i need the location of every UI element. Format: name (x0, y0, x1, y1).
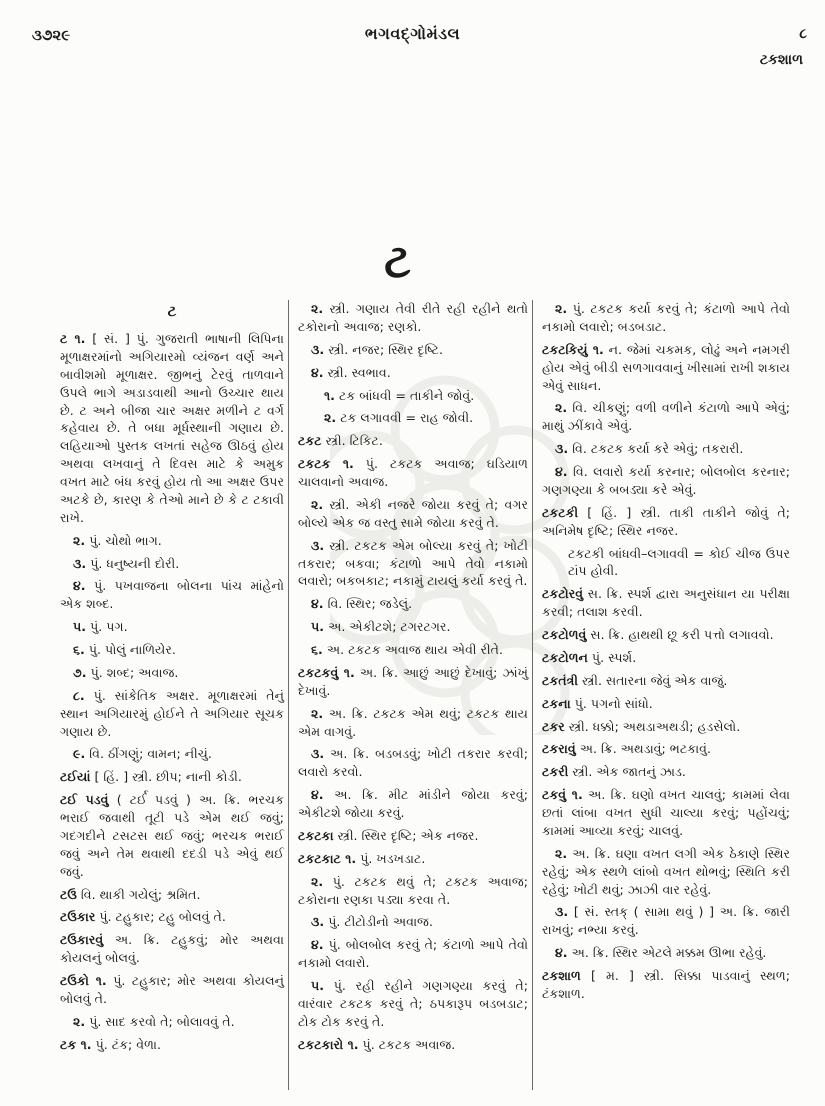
sense-line (298, 745, 528, 781)
headword: ટઉ (60, 886, 77, 902)
definition-text: પું. પખવાજના બોલના પાંચ માંહેનો એક શબ્દ. (60, 578, 284, 612)
dictionary-entry (298, 827, 528, 845)
sense-line (542, 944, 790, 962)
definition-text: સ્ત્રી. સતારના જેવું એક વાજું. (581, 672, 728, 688)
headword: ટકટકિયું ૧. (542, 341, 604, 357)
headword: ટકટકવું ૧. (298, 664, 355, 680)
dictionary-entry (542, 649, 790, 667)
sense-number: ૨. (311, 496, 324, 512)
dictionary-entry (542, 695, 790, 713)
headword: ટકરાવું (542, 741, 576, 757)
definition-text: [ હિં. ] સ્ત્રી. છીપ; નાની કોડી. (94, 769, 242, 785)
sense-number: ૪. (73, 578, 86, 594)
sense-line (298, 977, 528, 1031)
definition-text: વિ. થાકી ગયેલું; શ્રમિત. (80, 886, 201, 902)
sense-line (298, 618, 528, 636)
headword: ટકતંત્રી (542, 672, 578, 688)
definition-text: સ. ક્રિ. સ્પર્શ દ્વારા અનુસંધાન યા પરીક્ષા કરવી; તલાશ કરવી. (542, 586, 790, 620)
headword: ટકના (542, 695, 571, 711)
headword: ટકટકારો ૧. (298, 1036, 359, 1052)
sense-number: ૬. (311, 642, 323, 657)
dictionary-entry (298, 664, 528, 700)
dictionary-entry (298, 455, 528, 491)
definition-text: અ. ક્રિ. સ્થિર એટલે મક્કમ ઊભા રહેવું. (571, 945, 767, 961)
sense-line (542, 399, 790, 435)
headword: ટકટકા (298, 827, 334, 843)
definition-text: ( ટર્ઈ પડવું ) અ. ક્રિ. ભરચક ભરાઈ જવાથી તૂટી પડે એમ થઈ જવું; ગદગદીને ટસટસ થઈ જવું; ભરચક ભરાઈ જવું અને તેમ થવાથી દદડી પડે એવું થઈ જવું. (60, 792, 284, 879)
dictionary-entry (60, 791, 284, 880)
headword: ટકટકી (542, 504, 579, 520)
definition-text: પું. રહી રહીને ગણગણ્યા કરવું તે; વારંવાર ટકટક કરવું તે; ઠપકારૂપ બડબડાટ; ટોક ટોક કરવું તે. (298, 978, 528, 1029)
sense-number: ૪. (555, 464, 568, 479)
dictionary-entry (542, 718, 790, 736)
idiom-line (324, 409, 528, 427)
definition-text: પું. ચોથો ભાગ. (89, 532, 162, 548)
definition-text: અ. ક્રિ. બડબડવું; ખોટી તકરાર કરવી; લવારો કરવો. (298, 746, 528, 780)
sense-line (60, 555, 284, 573)
definition-text: ન. જેમાં ચકમક, લોઢું અને નમગરી હોય એવું બીડી સળગાવવાનું ખીસામાં રાખી શકાય એવું સાધન. (542, 341, 790, 393)
sense-line (60, 1013, 284, 1031)
definition-text: ટકટકી બાંધવી–લગાવવી = કોઈ ચીજ ઉપર ટાંપ હોવી. (568, 545, 790, 579)
dictionary-entry (542, 786, 790, 840)
sense-number: ૫. (311, 619, 325, 635)
definition-text: અ. એકીટશે; ટગરટગર. (328, 619, 451, 635)
dictionary-entry (298, 432, 528, 450)
definition-text: સ્ત્રી. ટિકિટ. (325, 433, 383, 449)
definition-text: વિ. ચીકણું; વળી વળીને કંટાળો આપે એવું; માથું ઝીંકાવે એવું. (542, 400, 790, 434)
definition-text: પું. સાદ કરવો તે; બોલાવવું તે. (89, 1013, 235, 1029)
dictionary-entry (542, 341, 790, 395)
dictionary-entry (542, 672, 790, 690)
sense-line (298, 496, 528, 532)
dictionary-entry (542, 626, 790, 644)
sense-number: ૨. (555, 301, 568, 316)
sense-number: ૨. (311, 873, 324, 889)
headword: ટઈયાં (60, 769, 91, 785)
definition-text: પું. ટકટક કર્યા કરવું તે; કંટાળો આપે તેવો નકામો લવારો; બડબડાટ. (542, 301, 790, 334)
sense-number: ૪. (555, 945, 568, 961)
definition-text: પું. સ્પર્શ. (591, 649, 637, 665)
definition-text: સ્ત્રી. ધક્કો; અથડાઅથડી; હડસેલો. (568, 718, 741, 734)
guide-word: ટકશાળ (759, 52, 803, 68)
dictionary-entry (542, 740, 790, 758)
headword: ટકટ (298, 433, 322, 449)
sense-line (542, 440, 790, 458)
sense-line (298, 364, 528, 382)
headword: ટ ૧. (60, 331, 86, 346)
definition-text: સ્ત્રી. એકી નજરે જોયા કરવું તે; વગર બોલ્યે એક જ વસ્તુ સામે જોયા કરવું તે. (298, 496, 528, 530)
dictionary-entry (542, 585, 790, 621)
definition-text: પું. શબ્દ; અવાજ. (90, 664, 179, 680)
definition-text: અ. ક્રિ. અથડાવું; ભટકાવું. (579, 741, 711, 757)
headword: ટકટકાટ ૧. (298, 850, 357, 866)
headword: ટકર (542, 718, 565, 734)
sense-line (298, 913, 528, 931)
definition-text: પું. ખડખડાટ. (360, 850, 426, 866)
sense-number: ૬. (73, 642, 85, 657)
sense-number: ૫. (311, 978, 325, 993)
definition-text: પું. ટહુકાર; ટહુ બોલવું તે. (99, 909, 226, 925)
definition-text: અ. ક્રિ. ઘણો વખત ચાલવું; કામમાં લેવા છતાં લાંબા વખત સુધી ચાલ્યા કરવું; પહોંચવું; કામમાં આવ્યા કરવું; ચાલવું. (542, 787, 790, 838)
definition-text: ટક લગાવવી = રાહ જોવી. (340, 410, 474, 426)
sense-number: ૨. (311, 301, 324, 316)
dictionary-entry (298, 850, 528, 868)
sense-number: ૨. (73, 1013, 86, 1029)
column-3 (532, 300, 794, 1090)
dictionary-entry (60, 886, 284, 904)
dictionary-entry (60, 972, 284, 1008)
sense-number: ૮. (73, 687, 85, 703)
idiom-line (568, 545, 790, 581)
sense-number: ૩. (555, 904, 569, 920)
headword: ટઈ પડવું (60, 792, 109, 808)
sense-line (60, 577, 284, 613)
sense-number: ૯. (73, 746, 86, 762)
sense-line (298, 641, 528, 659)
definition-text: પું. ટકટક થવું તે; ટકટક અવાજ; ટકોરાના રણકા પડ્યા કરવા તે. (298, 873, 528, 907)
definition-text: સ્ત્રી. એક જાતનું ઝાડ. (572, 764, 686, 780)
page-header (0, 0, 825, 80)
definition-text: પું. ટકટક અવાજ. (362, 1036, 456, 1052)
definition-text: પું. ટંક; વેળા. (95, 1036, 161, 1052)
dictionary-entry (60, 908, 284, 926)
column-1 (60, 300, 288, 1090)
sense-line (298, 705, 528, 741)
definition-text: અ. ક્રિ. ટહુકવું; મોર અથવા કોયલનું બોલવું. (60, 932, 284, 966)
headword: ટકવું ૧. (542, 787, 583, 803)
definition-text: સ્ત્રી. સ્થિર દૃષ્ટિ; એક નજર. (337, 827, 479, 843)
definition-text: વિ. ઠીંગણું; વામન; નીચું. (89, 746, 212, 762)
definition-text: પું. ધનુષ્યની દોરી. (90, 555, 180, 571)
definition-text: પું. પગનો સાંધો. (574, 695, 653, 711)
definition-text: સ્ત્રી. ગણાય તેવી રીતે રહી રહીને થતો ટકોરાનો અવાજ; રણકો. (298, 301, 528, 334)
sense-number: ૫. (73, 619, 87, 635)
sense-number: ૩. (555, 441, 569, 457)
definition-text: પું. ટીટોડીનો અવાજ. (328, 914, 433, 930)
definition-text: સ્ત્રી. ટકટક એમ બોલ્યા કરવું તે; ખોટી તકરાર; બકવા; કંટાળો આપે તેવો નકામો લવારો; બકબકાટ; નકામું ટાયલું કર્યા કરવું તે. (298, 537, 528, 589)
headword: ટઉકો ૧. (60, 973, 107, 988)
sense-number: ૩. (73, 555, 87, 571)
definition-text: [ હિં. ] સ્ત્રી. તાકી તાકીને જોવું તે; અનિમેષ દૃષ્ટિ; સ્થિર નજર. (542, 504, 790, 538)
sense-line (298, 341, 528, 359)
sense-line (298, 595, 528, 613)
dictionary-entry (60, 1036, 284, 1054)
definition-text: અ. ક્રિ. આછું આછું દેખાવું; ઝાંખું દેખાવું. (298, 664, 528, 698)
definition-text: સ્ત્રી. સ્વભાવ. (327, 364, 391, 380)
dictionary-entry (542, 763, 790, 781)
definition-text: [ સં. ] પું. ગુજરાતી ભાષાની લિપિના મૂળાક્ષરમાંનો અગિયારમો વ્યંજન વર્ણ અને બાવીશમો મૂળાક્ષર. જીભનું ટેરવું તાળવાને ઉપલે ભાગે અડાડવાથી આનો ઉચ્ચાર થાય છે. ટ અને બીજા ચાર અક્ષર મળીને ટ વર્ગ કહેવાય છે. તે બધા મૂર્ધસ્થાની ગણાય છે. લહિયાઓ પુસ્તક લખતાં સહેજ ઊઠવું હોય અથવા લખવાનું તે દિવસ માટે કે અમુક વખત માટે બંધ કરવું હોય તો આ અક્ષર ઉપર અટકે છે, કારણ કે તેઓ માને છે કે ટ ટકાવી રાખે. (60, 331, 284, 525)
headword: ટકટોળન (542, 649, 588, 665)
sense-number: ૪. (311, 937, 324, 953)
sense-line (542, 903, 790, 939)
sense-number: ૪. (311, 596, 324, 612)
headword: ટઉકારવું (60, 932, 104, 948)
sense-line (60, 664, 284, 682)
dictionary-entry (60, 768, 284, 786)
headword: ટક ૧. (60, 1036, 92, 1052)
sense-number: ૭. (73, 664, 87, 680)
sense-number: ૧. (324, 387, 335, 403)
sense-number: ૩. (311, 341, 325, 357)
headword: ટકરી (542, 764, 569, 780)
definition-text: પું. પગ. (90, 619, 128, 635)
sense-line (60, 745, 284, 763)
definition-text: [ મ. ] સ્ત્રી. સિક્કા પાડવાનું સ્થળ; ટંકશાળ. (542, 968, 790, 1001)
dictionary-entry (60, 330, 284, 527)
definition-text: અ. ક્રિ. ટકટક એમ થવું; ટકટક થાય એમ વાગવું. (298, 705, 528, 739)
sense-line (60, 687, 284, 741)
sense-line (298, 300, 528, 336)
dictionary-entry (298, 1036, 528, 1054)
headword: ટકશાળ (542, 968, 581, 983)
definition-text: વિ. લવારો કર્યા કરનાર; બોલબોલ કરનાર; ગણગણ્યા કે બબડ્યા કરે એવું. (542, 464, 790, 497)
dictionary-entry (542, 967, 790, 1003)
sense-number: ૨. (311, 705, 324, 721)
sense-line (298, 537, 528, 591)
definition-text: પું. ટહુકાર; મોર અથવા કોયલનું બોલવું તે. (60, 973, 284, 1006)
dictionary-entry (542, 504, 790, 540)
sense-number: ૪. (311, 364, 324, 380)
headword: ટકટક ૧. (298, 456, 354, 472)
book-title: ભગવદ્ગોમંડલ (364, 24, 461, 43)
sense-line (60, 641, 284, 659)
definition-text: ટક બાંધવી = તાકીને જોવું. (338, 387, 475, 403)
definition-text: પું. ટકટક અવાજ; ઘડિયાળ ચાલવાનો અવાજ. (298, 456, 528, 489)
sense-line (298, 873, 528, 909)
page-number: ૩૭૨૯ (32, 26, 71, 44)
definition-text: પું. બોલબોલ કરવું તે; કંટાળો આપે તેવો નકામો લવારો. (298, 937, 528, 971)
sense-line (542, 845, 790, 899)
sense-line (60, 618, 284, 636)
column-2 (288, 300, 532, 1090)
sense-line (542, 463, 790, 499)
sense-number: ૩. (311, 746, 325, 762)
definition-text: વિ. ટકટક કર્યા કરે એવું; તકરારી. (572, 441, 744, 457)
sense-number: ૨. (555, 845, 568, 861)
sense-line (60, 532, 284, 550)
definition-text: [ સં. સ્તક્ ( સામા થવું ) ] અ. ક્રિ. જારી રાખવું; નભ્યા કરવું. (542, 904, 790, 938)
headword: ટકટોળવું (542, 627, 587, 642)
sense-number: ૩. (311, 914, 325, 930)
definition-text: વિ. સ્થિર; જડેલું. (327, 596, 413, 612)
sense-number: ૨. (73, 532, 86, 548)
definition-text: અ. ક્રિ. મીટ માંડીને જોયા કરવું; એકીટશે જોયા કરવું. (298, 787, 528, 820)
dictionary-entry (60, 931, 284, 967)
sense-number: ૨. (555, 400, 568, 416)
definition-text: અ. ટકટક અવાજ થાય એવી રીતે. (326, 642, 503, 657)
sense-number: ૪. (311, 787, 324, 803)
definition-text: સ. ક્રિ. હાથથી છૂ કરી પત્તો લગાવવો. (590, 627, 774, 642)
section-letter: ટ (384, 234, 411, 288)
sense-line (298, 936, 528, 972)
columns (60, 300, 794, 1090)
folio-number: ૮ (799, 26, 807, 42)
definition-text: સ્ત્રી. નજર; સ્થિર દૃષ્ટિ. (328, 341, 444, 357)
column-letter-heading: ટ (167, 302, 177, 320)
sense-number: ૨. (324, 410, 337, 426)
sense-line (298, 786, 528, 822)
definition-text: પું. પોલું નાળિયેર. (88, 642, 176, 657)
headword: ટઉકાર (60, 909, 96, 925)
definition-text: પું. સાંકેતિક અક્ષર. મૂળાક્ષરમાં તેનું સ્થાન અગિયારમું હોઈને તે અગિયાર સૂચક ગણાય છે. (60, 687, 284, 739)
definition-text: અ. ક્રિ. ઘણા વખત લગી એક ઠેકાણે સ્થિર રહેવું; એક સ્થળે લાંબો વખત થોભવું; સ્થિતિ કરી રહેવું; ખોટી થવું; ઝાઝી વાર રહેવું. (542, 845, 790, 897)
sense-line (542, 300, 790, 336)
headword: ટકટોરવું (542, 586, 584, 602)
idiom-line (324, 387, 528, 405)
sense-number: ૩. (311, 537, 325, 553)
